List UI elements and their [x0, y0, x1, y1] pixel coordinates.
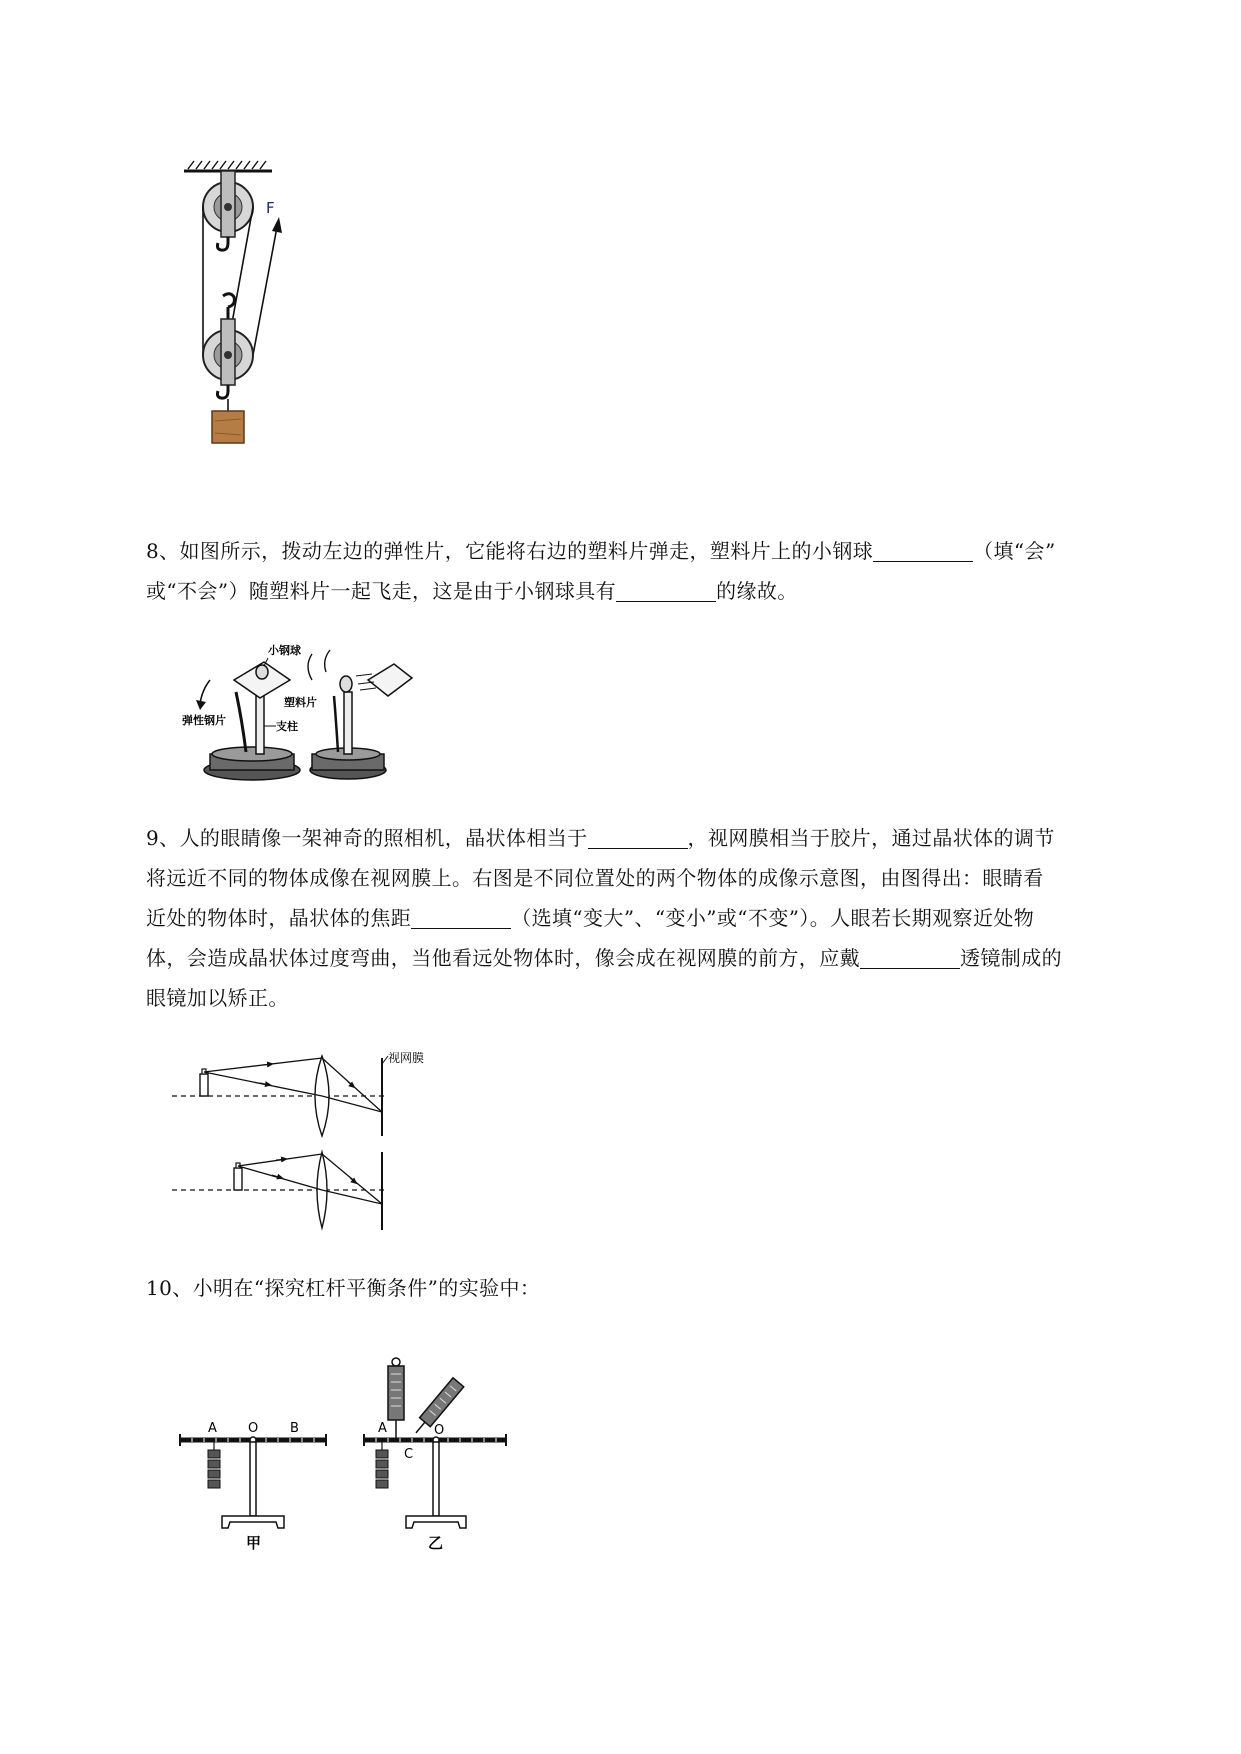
q9-line-4: 体，会造成晶状体过度弯曲，当他看远处物体时，像会成在视网膜的前方，应戴 透镜制成的: [146, 946, 1062, 970]
label-o-1: O: [248, 1421, 259, 1436]
label-a-1: A: [208, 1421, 217, 1436]
q8-line-1: 8、如图所示，拨动左边的弹性片，它能将右边的塑料片弹走，塑料片上的小钢球 （填“会”: [146, 539, 1056, 563]
question-9: [146, 818, 1176, 1018]
question-8: [146, 531, 1176, 611]
eye-imaging-figure: [172, 1052, 452, 1242]
q9-blank-3[interactable]: [860, 946, 960, 969]
label-spring-steel: 弹性钢片: [182, 714, 226, 727]
caption-yi: 乙: [428, 1534, 444, 1550]
lever-figure: [170, 1350, 520, 1550]
label-steel-ball: 小钢球: [268, 644, 301, 657]
label-a-2: A: [378, 1421, 387, 1436]
label-c-2: C: [404, 1447, 414, 1462]
force-label: F: [266, 199, 275, 217]
caption-jia: 甲: [246, 1534, 262, 1550]
label-retina: 视网膜: [388, 1052, 425, 1065]
pulley-figure: [170, 155, 300, 495]
q8-line-2: 或“不会”）随塑料片一起飞走，这是由于小钢球具有 的缘故。: [146, 579, 798, 603]
q9-line-1: 9、人的眼睛像一架神奇的照相机，晶状体相当于 ，视网膜相当于胶片，通过晶状体的调节: [146, 826, 1055, 850]
spring-steel-figure: [180, 640, 440, 790]
question-10: [146, 1268, 1176, 1308]
q9-line-5: 眼镜加以矫正。: [146, 986, 289, 1010]
q8-blank-1[interactable]: [873, 539, 973, 562]
label-o-2: O: [434, 1423, 445, 1438]
q10-line-1: 10、小明在“探究杠杆平衡条件”的实验中：: [146, 1276, 541, 1300]
label-b-1: B: [290, 1421, 299, 1436]
q9-blank-2[interactable]: [411, 906, 511, 929]
label-plastic-card: 塑料片: [284, 696, 317, 709]
q9-blank-1[interactable]: [588, 826, 688, 849]
label-post: 支柱: [276, 720, 298, 733]
q9-line-3: 近处的物体时，晶状体的焦距 （选填“变大”、“变小”或“不变”）。人眼若长期观察近处物: [146, 906, 1035, 930]
q9-line-2: 将远近不同的物体成像在视网膜上。右图是不同位置处的两个物体的成像示意图，由图得出：眼睛看: [146, 866, 1044, 890]
q8-blank-2[interactable]: [616, 579, 716, 602]
